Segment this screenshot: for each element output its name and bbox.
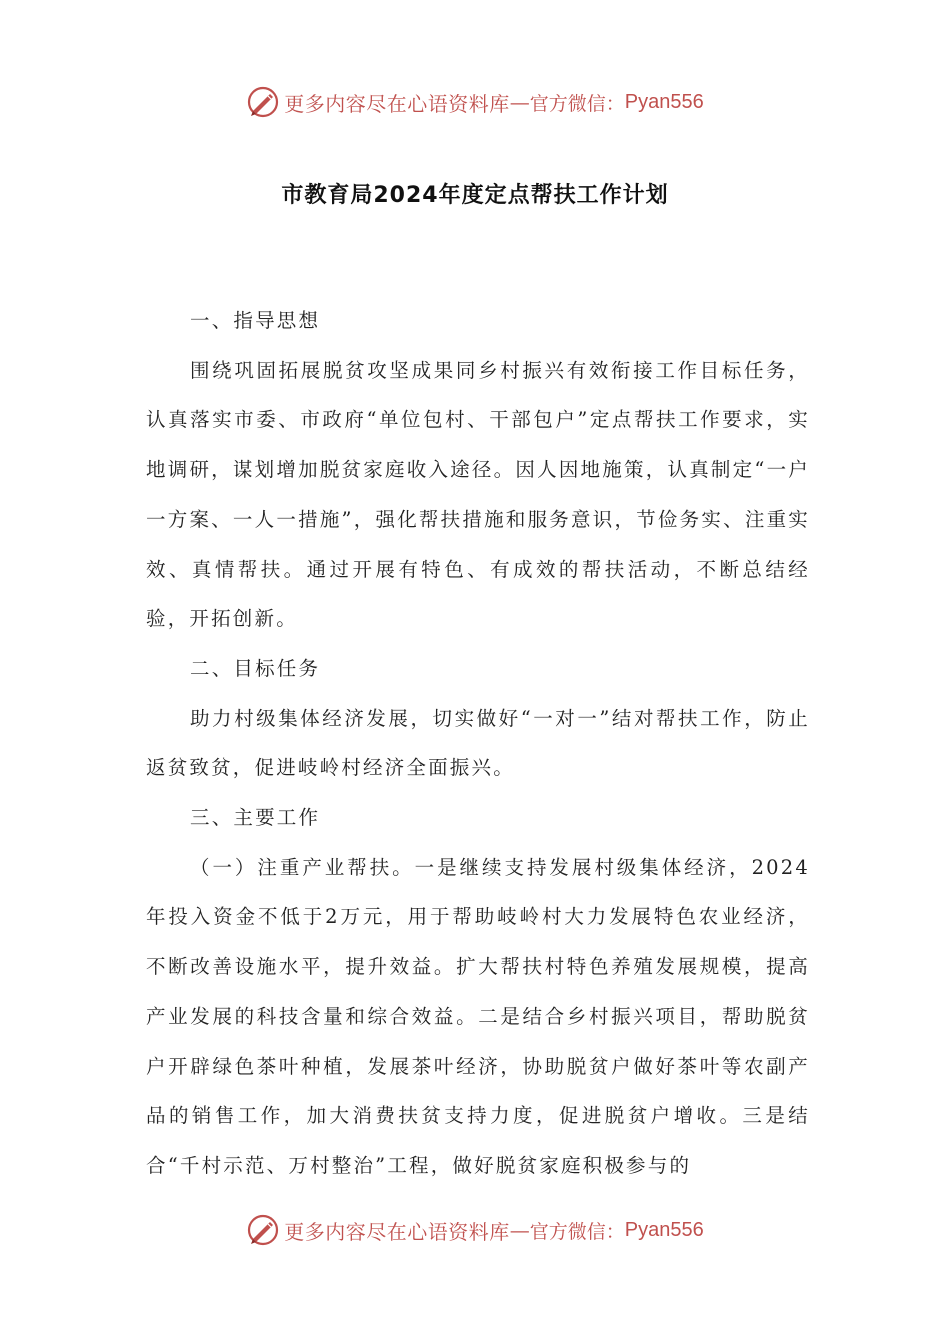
paragraph: （一）注重产业帮扶。一是继续支持发展村级集体经济，2024年投入资金不低于2万元，用于帮助岐岭村大力发展特色农业经济，不断改善设施水平，提升效益。扩大帮扶村特色养殖发展规模，提高产业发展的科技含量和综合效益。二是结合乡村振兴项目，帮助脱贫户开辟绿色茶叶种植，发展茶叶经济，协助脱贫户做好茶叶等农副产品的销售工作，加大消费扶贫支持力度，促进脱贫户增收。三是结合“千村示范、万村整治”工程，做好脱贫家庭积极参与的 xyxy=(146,855,810,1177)
document-title: 市教育局2024年度定点帮扶工作计划 xyxy=(281,183,669,208)
header-watermark-banner xyxy=(0,82,950,122)
banner-wechat-id: Pyan556 xyxy=(624,1218,704,1241)
banner-separator: — xyxy=(509,1218,530,1242)
banner-separator: — xyxy=(509,90,530,114)
section-heading-main-work: 三、主要工作 xyxy=(190,806,321,830)
banner-wechat-label: 官方微信： xyxy=(529,92,625,115)
document-body xyxy=(146,296,810,1191)
banner-text: 更多内容尽在心语资料库 xyxy=(284,1219,510,1244)
footer-watermark-banner xyxy=(0,1210,950,1250)
section-heading-guiding-ideology: 一、指导思想 xyxy=(190,309,321,332)
paragraph: 助力村级集体经济发展，切实做好“一对一”结对帮扶工作，防止返贫致贫，促进岐岭村经济全面振兴。 xyxy=(146,706,810,780)
banner-wechat-id: Pyan556 xyxy=(624,90,704,113)
paragraph: 围绕巩固拓展脱贫攻坚成果同乡村振兴有效衔接工作目标任务，认真落实市委、市政府“单位包村、干部包户”定点帮扶工作要求，实地调研，谋划增加脱贫家庭收入途径。因人因地施策，认真制定“一户一方案、一人一措施”，强化帮扶措施和服务意识，节俭务实、注重实效、真情帮扶。通过开展有特色、有成效的帮扶活动，不断总结经验，开拓创新。 xyxy=(146,358,810,631)
banner-text: 更多内容尽在心语资料库 xyxy=(284,91,510,116)
section-heading-goals: 二、目标任务 xyxy=(190,656,321,680)
pen-logo-icon xyxy=(246,1213,280,1247)
pen-logo-icon xyxy=(246,85,280,119)
banner-wechat-label: 官方微信： xyxy=(529,1220,625,1243)
